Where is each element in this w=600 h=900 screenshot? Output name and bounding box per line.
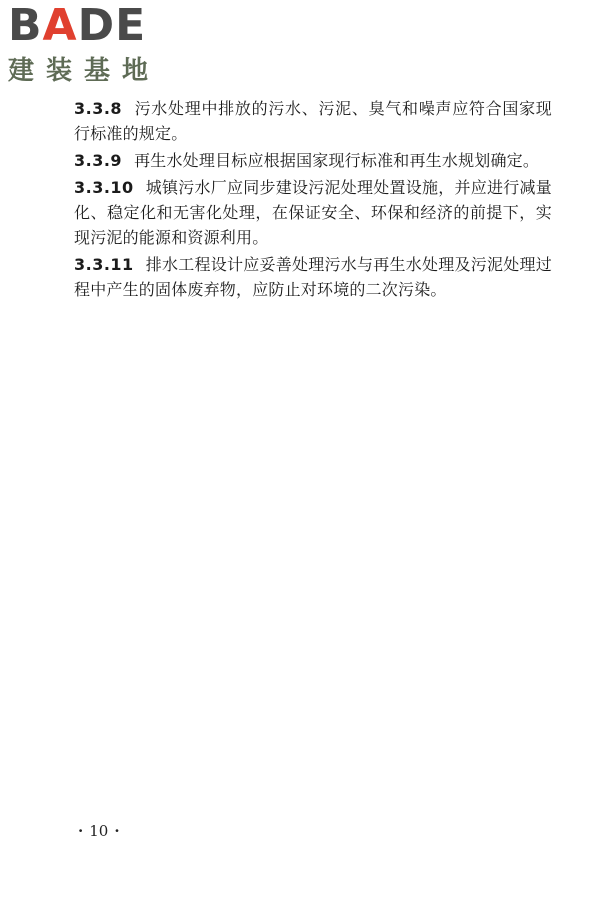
clause-number: 3.3.11 (74, 255, 134, 274)
clause-text: 城镇污水厂应同步建设污泥处理处置设施，并应进行减量化、稳定化和无害化处理，在保证安全、环保和经济的前提下，实现污泥的能源和资源利用。 (74, 178, 552, 247)
clause-text: 再生水处理目标应根据国家现行标准和再生水规划确定。 (134, 151, 540, 170)
logo-wordmark (8, 0, 147, 51)
clause-text: 排水工程设计应妥善处理污水与再生水处理及污泥处理过程中产生的固体废弃物，应防止对环境的二次污染。 (74, 255, 552, 299)
clause-3-3-11 (74, 252, 552, 302)
page-number-dot-left: · (78, 822, 84, 840)
clause-list (74, 96, 552, 304)
clause-number: 3.3.9 (74, 151, 123, 170)
logo-subtitle: 建装基地 (8, 56, 161, 86)
page-number-dot-right: · (114, 822, 120, 840)
clause-text: 污水处理中排放的污水、污泥、臭气和噪声应符合国家现行标准的规定。 (74, 99, 552, 143)
logo-letter-b: B (8, 0, 43, 51)
clause-3-3-9 (74, 148, 552, 173)
clause-number: 3.3.8 (74, 99, 123, 118)
page-number-value: 10 (89, 822, 109, 840)
logo-letters-de: DE (77, 0, 147, 51)
clause-3-3-8 (74, 96, 552, 146)
page-number (72, 822, 126, 840)
bade-logo-watermark (8, 0, 178, 90)
logo-letter-a: A (42, 0, 78, 51)
clause-3-3-10 (74, 175, 552, 250)
clause-number: 3.3.10 (74, 178, 134, 197)
